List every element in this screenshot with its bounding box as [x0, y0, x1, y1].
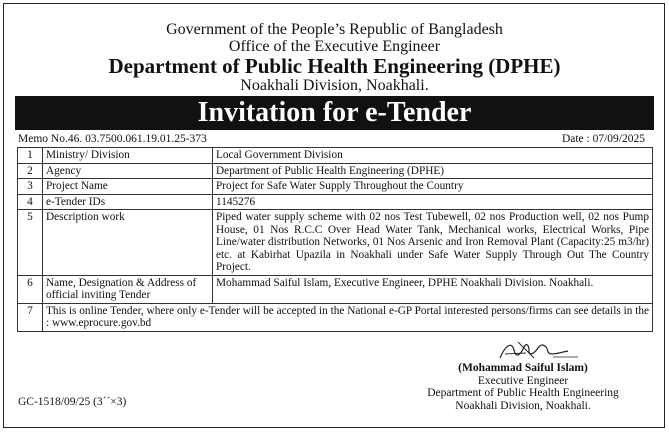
table-row [18, 148, 653, 164]
row-value: 1145276 [213, 194, 653, 210]
row-number: 3 [18, 179, 43, 195]
row-number: 7 [18, 303, 43, 331]
row-number: 4 [18, 194, 43, 210]
row-label: Ministry/ Division [43, 148, 213, 164]
row-value: Piped water supply scheme with 02 nos Test Tubewell, 02 nos Production well, 02 nos Pump House, 01 Nos R.C.C Over Head Water Tank, Mechanical works, Electrical Works, Pipe Line/water distribution Networks, 01 Nos Arsenic and Iron Removal Plant (Capacity:25 m3/hr) etc. at Kabirhat Upazila in Noakhali under Safe Water Supply Through Out The Country Project. [213, 210, 653, 276]
table-row [18, 194, 653, 210]
table-row [18, 210, 653, 276]
row-number: 5 [18, 210, 43, 276]
signatory-designation: Executive Engineer [477, 374, 569, 387]
signatory-department: Department of Public Health Engineering [427, 387, 619, 399]
row-number: 1 [18, 148, 43, 164]
department-title: Department of Public Health Engineering (DPHE) [108, 54, 561, 78]
table-row [18, 275, 653, 303]
row-note: This is online Tender, where only e-Tender will be accepted in the National e-GP Portal interested persons/firms can see details in the : www.eprocure.gov.bd [43, 303, 653, 331]
row-label: Description work [43, 210, 213, 276]
table-row [18, 303, 653, 331]
notice-date: Date : 07/09/2025 [561, 133, 645, 145]
row-number: 2 [18, 163, 43, 179]
row-value: Project for Safe Water Supply Throughout the Country [213, 179, 653, 195]
row-value: Local Government Division [213, 148, 653, 164]
table-row [18, 179, 653, 195]
row-number: 6 [18, 275, 43, 303]
row-value: Mohammad Saiful Islam, Executive Engineer, DPHE Noakhali Division. Noakhali. [213, 275, 653, 303]
signatory-block [423, 362, 623, 412]
row-label: Name, Designation & Address of official inviting Tender [43, 275, 213, 303]
footer-code: GC-1518/09/25 (3´´×3) [18, 396, 127, 408]
govt-line: Government of the People’s Republic of Bangladesh [166, 21, 503, 38]
table-row [18, 163, 653, 179]
signature-image [408, 338, 638, 362]
tender-table [17, 147, 653, 332]
row-label: Project Name [43, 179, 213, 195]
signatory-division: Noakhali Division, Noakhali. [455, 399, 591, 412]
invitation-banner: Invitation for e-Tender [15, 96, 654, 130]
row-label: e-Tender IDs [43, 194, 213, 210]
row-value: Department of Public Health Engineering (DPHE) [213, 163, 653, 179]
division-line: Noakhali Division, Noakhali. [240, 77, 429, 94]
row-label: Agency [43, 163, 213, 179]
signatory-name: (Mohammad Saiful Islam) [458, 362, 588, 374]
office-line: Office of the Executive Engineer [228, 38, 441, 55]
memo-number: Memo No.46. 03.7500.061.19.01.25-373 [18, 133, 207, 145]
